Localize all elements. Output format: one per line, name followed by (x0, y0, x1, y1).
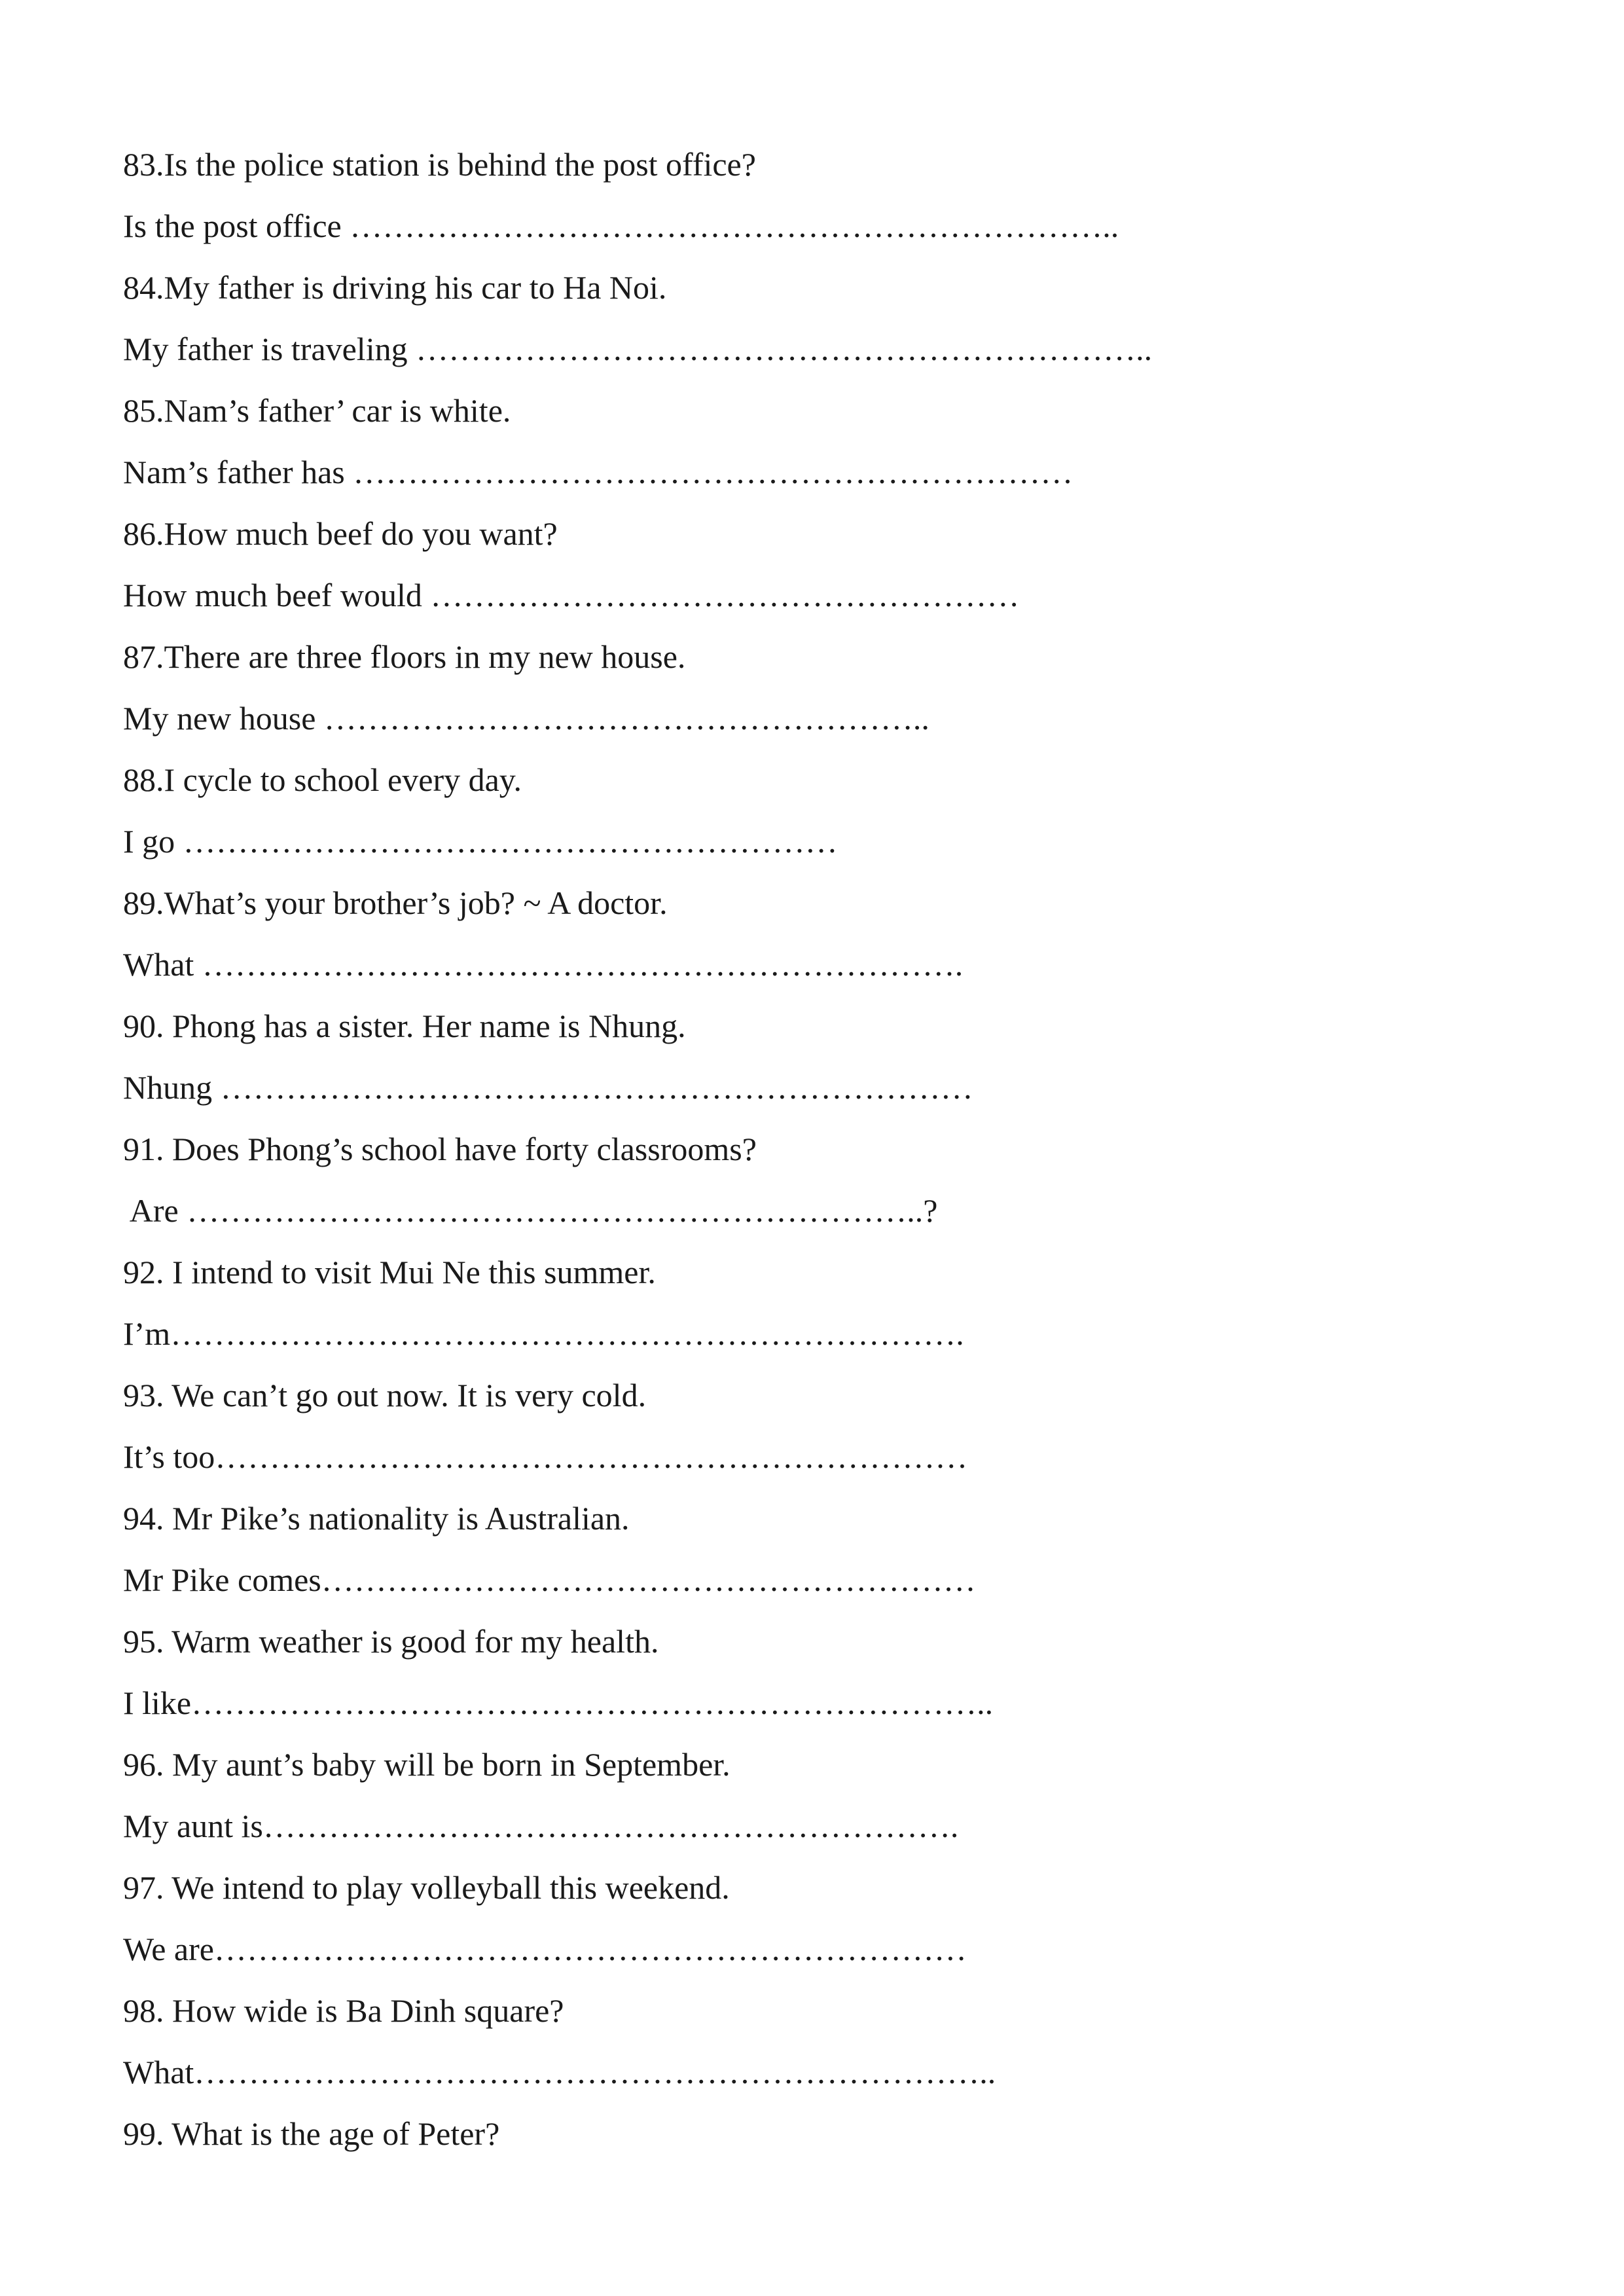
question-96: 96. My aunt’s baby will be born in September. (123, 1746, 731, 1783)
answer-prompt-96: My aunt is………………………………………………………. (123, 1808, 959, 1844)
question-83: 83.Is the police station is behind the post office? (123, 146, 756, 183)
answer-prompt-91: Are …………………………………………………………..? (123, 1192, 938, 1229)
answer-prompt-88: I go …………………………………………………… (123, 823, 838, 860)
question-99: 99. What is the age of Peter? (123, 2115, 500, 2152)
answer-prompt-92: I’m………………………………………………………………. (123, 1315, 964, 1352)
question-93: 93. We can’t go out now. It is very cold. (123, 1377, 647, 1413)
question-89: 89.What’s your brother’s job? ~ A doctor. (123, 884, 668, 921)
question-91: 91. Does Phong’s school have forty classrooms? (123, 1131, 757, 1167)
answer-prompt-97: We are…………………………………………………………… (123, 1931, 967, 1967)
answer-prompt-93: It’s too…………………………………………………………… (123, 1438, 968, 1475)
answer-prompt-94: Mr Pike comes…………………………………………………… (123, 1561, 976, 1598)
answer-prompt-84: My father is traveling ………………………………………………………….. (123, 331, 1153, 367)
question-88: 88.I cycle to school every day. (123, 761, 522, 798)
question-94: 94. Mr Pike’s nationality is Australian. (123, 1500, 630, 1537)
answer-prompt-90: Nhung …………………………………………………………… (123, 1069, 973, 1106)
answer-prompt-89: What ……………………………………………………………. (123, 946, 964, 983)
question-95: 95. Warm weather is good for my health. (123, 1623, 659, 1660)
question-92: 92. I intend to visit Mui Ne this summer. (123, 1254, 656, 1290)
answer-prompt-87: My new house ……………………………………………….. (123, 700, 929, 737)
exercise-list (123, 134, 1498, 2164)
question-90: 90. Phong has a sister. Her name is Nhung. (123, 1008, 686, 1044)
answer-prompt-86: How much beef would ……………………………………………… (123, 577, 1020, 613)
question-86: 86.How much beef do you want? (123, 515, 558, 552)
question-84: 84.My father is driving his car to Ha Noi. (123, 269, 667, 306)
answer-prompt-95: I like……………………………………………………………….. (123, 1685, 994, 1721)
question-98: 98. How wide is Ba Dinh square? (123, 1992, 564, 2029)
answer-prompt-83: Is the post office …………………………………………………………….. (123, 208, 1119, 244)
question-85: 85.Nam’s father’ car is white. (123, 392, 511, 429)
answer-prompt-85: Nam’s father has ………………………………………………………… (123, 454, 1074, 490)
answer-prompt-98: What……………………………………………………………….. (123, 2054, 996, 2090)
question-87: 87.There are three floors in my new house. (123, 638, 686, 675)
question-97: 97. We intend to play volleyball this weekend. (123, 1869, 730, 1906)
